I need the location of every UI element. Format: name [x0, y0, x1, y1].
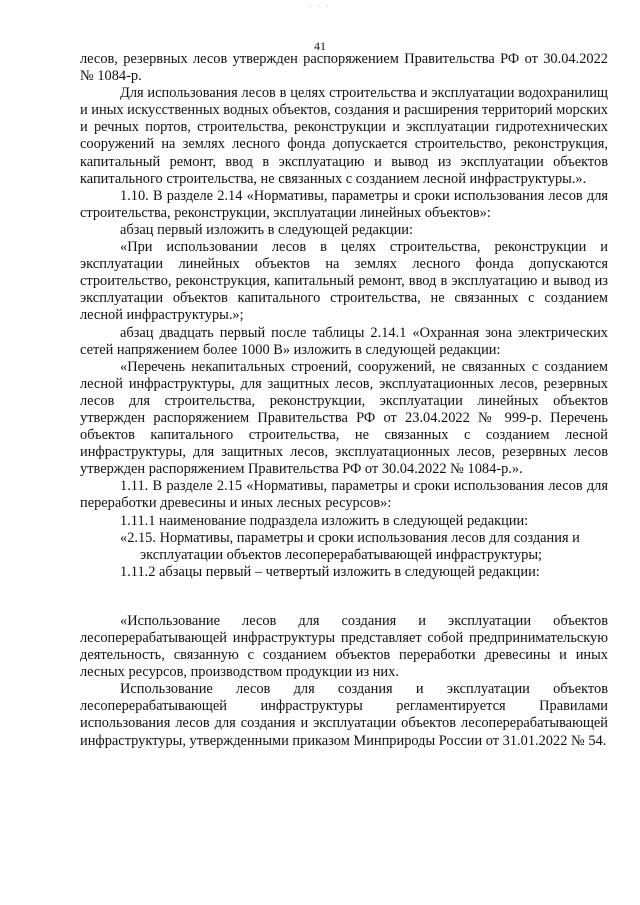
paragraph: Для использования лесов в целях строительства и эксплуатации водохранилищ и иных искусственных водных объектов, создания и расширения территорий морских и речных портов, строительства, реконструкции и эксплуатации гидротехнических сооружений на землях лесного фонда допускается строительство, реконструкция, капитальный ремонт, ввод в эксплуатацию и вывод из эксплуатации объектов капитального строительства, не связанных с созданием лесной инфраструктуры.».: [80, 85, 608, 187]
blank-gap: [80, 581, 608, 613]
subsection-1-11-2: 1.11.2 абзацы первый – четвертый изложить в следующей редакции:: [120, 563, 540, 580]
quoted-paragraph: «При использовании лесов в целях строительства, реконструкции и эксплуатации линейных объектов на землях лесного фонда допускаются строительство, реконструкция, капитальный ремонт, ввод в эксплуатацию и вывод из эксплуатации объектов капитального строительства, не связанных с созданием лесной инфраструктуры.»;: [80, 239, 608, 324]
paragraph: Использование лесов для создания и эксплуатации объектов лесоперерабатывающей инфраструктуры регламентируется Правилами использования лесов для создания и эксплуатации объектов лесоперерабатывающей инфраструктуры, утвержденными приказом Минприроды России от 31.01.2022 № 54.: [80, 681, 608, 749]
scan-mark: · · ·: [309, 2, 331, 11]
subsection-title-2-15: «2.15. Нормативы, параметры и сроки использования лесов для создания и эксплуатации объектов лесоперерабатывающей инфраструктуры;: [120, 529, 580, 563]
quoted-paragraph: «Использование лесов для создания и эксплуатации объектов лесоперерабатывающей инфраструктуры представляет собой предпринимательскую деятельность, связанную с созданием объектов переработки древесины и иных лесных ресурсов, производством продукции из них.: [80, 612, 608, 681]
section-heading-1-10: 1.10. В разделе 2.14 «Нормативы, параметры и сроки использования лесов для строительства, реконструкции, эксплуатации линейных объектов»:: [80, 187, 608, 221]
document-body: [80, 51, 608, 750]
subsection-1-11-1: 1.11.1 наименование подраздела изложить в следующей редакции:: [120, 512, 529, 529]
page-number: 41: [314, 39, 326, 53]
paragraph-continuation: лесов, резервных лесов утвержден распоряжением Правительства РФ от 30.04.2022 № 1084-р.: [80, 51, 608, 85]
paragraph: абзац первый изложить в следующей редакции:: [120, 221, 414, 238]
quoted-paragraph: «Перечень некапитальных строений, сооружений, не связанных с созданием лесной инфраструктуры, для защитных лесов, эксплуатационных лесов, резервных лесов для строительства, реконструкции, эксплуатации линейных объектов утвержден распоряжением Правительства РФ от 23.04.2022 № 999-р. Перечень объектов капитального строительства, не связанных с созданием лесной инфраструктуры, для защитных лесов, эксплуатационных лесов, резервных лесов утвержден распоряжением Правительства РФ от 30.04.2022 № 1084-р.».: [80, 358, 608, 478]
paragraph: абзац двадцать первый после таблицы 2.14.1 «Охранная зона электрических сетей напряжением более 1000 В» изложить в следующей редакции:: [80, 324, 608, 358]
section-heading-1-11: 1.11. В разделе 2.15 «Нормативы, параметры и сроки использования лесов для переработки древесины и иных лесных ресурсов»:: [80, 478, 608, 512]
